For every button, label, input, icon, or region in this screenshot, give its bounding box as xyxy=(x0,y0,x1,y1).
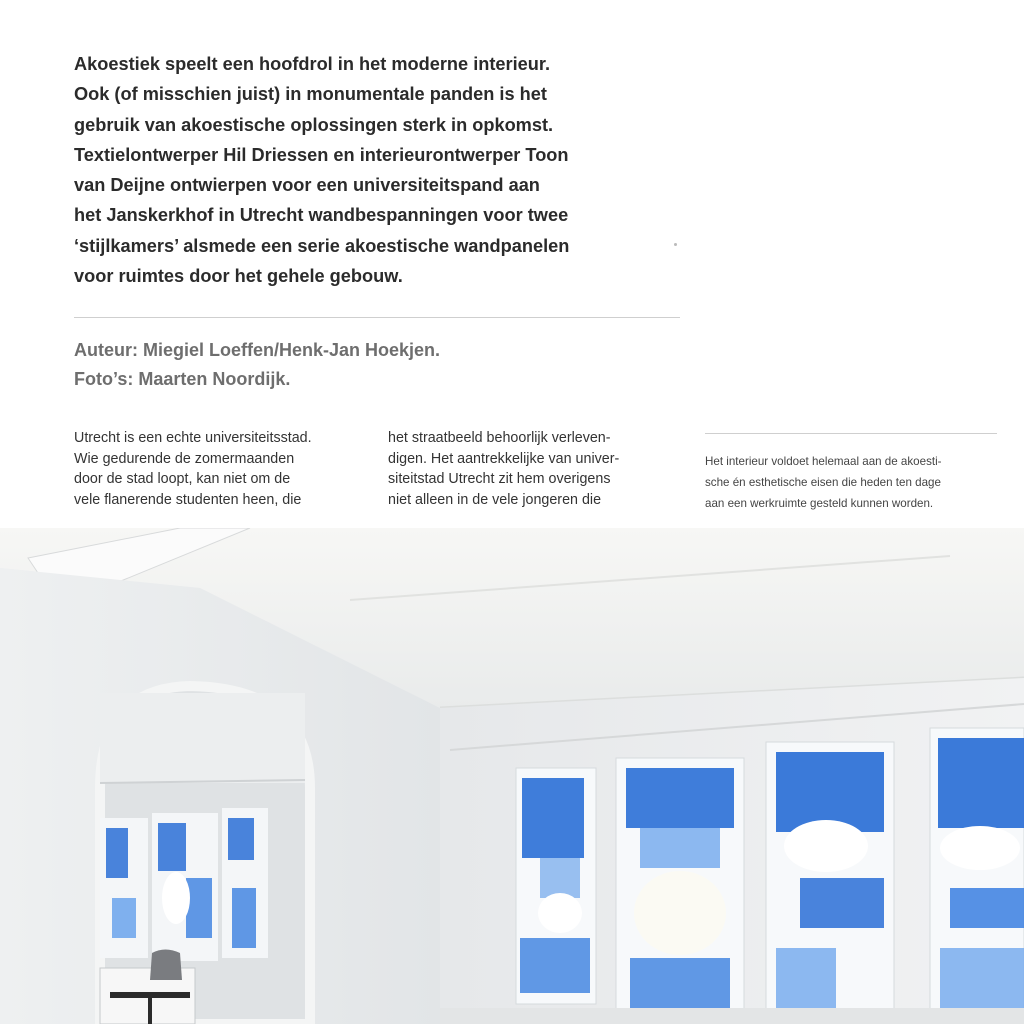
caption-line: aan een werkruimte gesteld kunnen worden. xyxy=(705,497,934,510)
interior-photo xyxy=(0,528,1024,1024)
divider-rule xyxy=(74,317,680,318)
author-credit: Auteur: Miegiel Loeffen/Henk-Jan Hoekjen. xyxy=(74,340,441,360)
body-line: siteitstad Utrecht zit hem overigens xyxy=(388,471,611,487)
body-line: vele flanerende studenten heen, die xyxy=(74,491,302,508)
chair-seat xyxy=(110,992,190,998)
body-line: het straatbeeld behoorlijk verleven- xyxy=(388,430,611,446)
body-line: niet alleen in de vele jongeren die xyxy=(388,491,602,508)
inner-room-panels xyxy=(100,808,268,961)
intro-line: Akoestiek speelt een hoofdrol in het moderne interieur. xyxy=(74,54,551,74)
intro-line: gebruik van akoestische oplossingen sterk in opkomst. xyxy=(74,114,554,135)
intro-line: Textielontwerper Hil Driessen en interieurontwerper Toon xyxy=(74,144,569,165)
photo-caption xyxy=(705,451,942,514)
caption-line: sche én esthetische eisen die heden ten dage xyxy=(705,476,941,489)
photo-credit: Foto’s: Maarten Noordijk. xyxy=(74,369,291,389)
caption-line: Het interieur voldoet helemaal aan de akoesti- xyxy=(705,455,942,468)
intro-line: van Deijne ontwierpen voor een universiteitspand aan xyxy=(74,175,540,196)
print-speck xyxy=(674,243,677,246)
credits xyxy=(74,336,440,394)
intro-line: het Janskerkhof in Utrecht wandbespanningen voor twee xyxy=(74,205,569,226)
body-column-1 xyxy=(74,428,374,510)
intro-line: Ook (of misschien juist) in monumentale panden is het xyxy=(74,84,547,105)
intro-paragraph xyxy=(74,49,714,291)
body-line: Utrecht is een echte universiteitsstad. xyxy=(74,430,312,446)
body-line: Wie gedurende de zomermaanden xyxy=(74,450,295,467)
intro-line: ‘stijlkamers’ alsmede een serie akoestische wandpanelen xyxy=(74,235,570,256)
chair-back xyxy=(150,950,182,981)
intro-line: voor ruimtes door het gehele gebouw. xyxy=(74,266,403,287)
body-column-2 xyxy=(388,428,688,510)
body-line: door de stad loopt, kan niet om de xyxy=(74,471,291,487)
body-line: digen. Het aantrekkelijke van univer- xyxy=(388,450,620,467)
interior-photo-illustration xyxy=(0,528,1024,1024)
caption-rule xyxy=(705,433,997,434)
acoustic-wall-panels xyxy=(516,728,1024,1024)
